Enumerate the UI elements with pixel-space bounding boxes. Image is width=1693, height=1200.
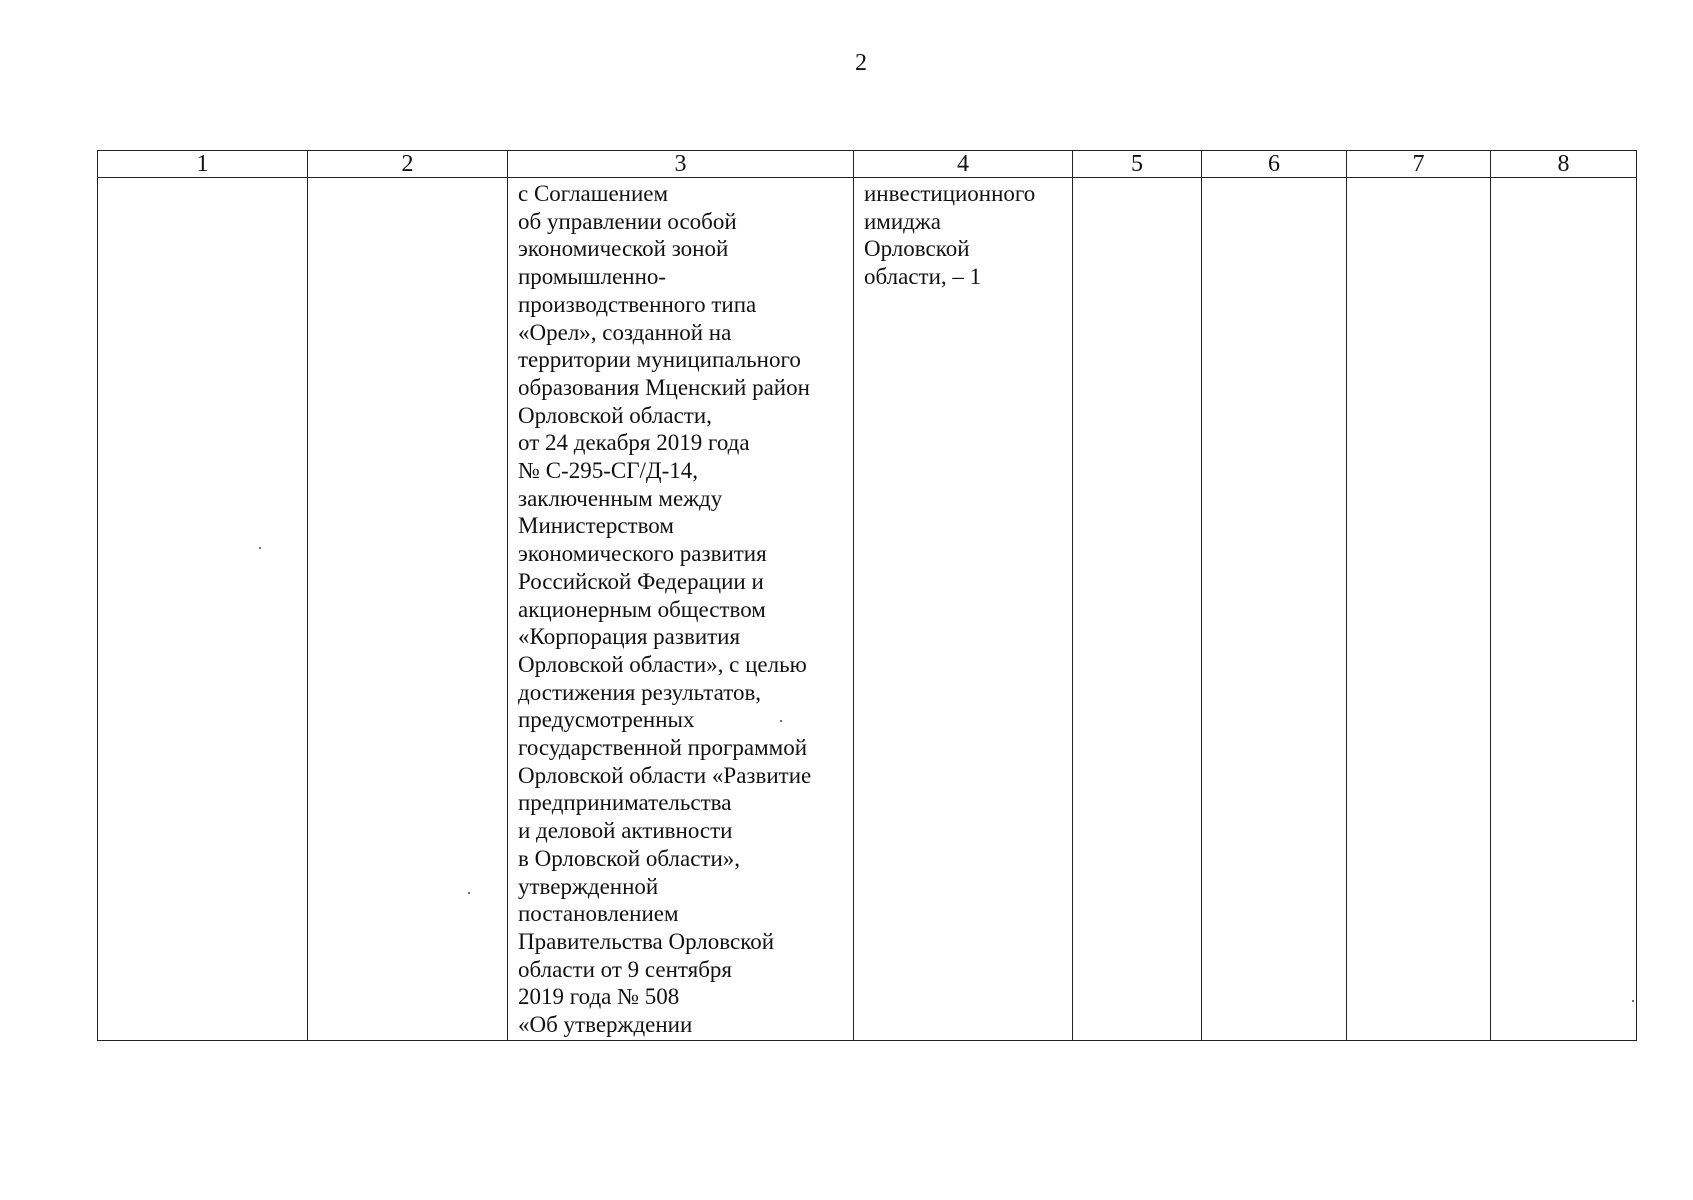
cell-text-col2 bbox=[308, 178, 507, 180]
column-header-1: 1 bbox=[98, 151, 308, 178]
table-cell-col1 bbox=[98, 178, 308, 1041]
column-header-3: 3 bbox=[508, 151, 854, 178]
table-cell-col2 bbox=[308, 178, 508, 1041]
scan-speck bbox=[468, 892, 470, 894]
cell-text-col5 bbox=[1073, 178, 1201, 180]
table-row bbox=[98, 178, 1637, 1041]
cell-text-col8 bbox=[1491, 178, 1636, 180]
page-number: 2 bbox=[855, 50, 867, 76]
scan-speck bbox=[259, 547, 261, 549]
header-row bbox=[98, 151, 1637, 178]
table-cell-col5 bbox=[1073, 178, 1202, 1041]
document-table bbox=[97, 150, 1637, 1041]
column-header-5: 5 bbox=[1073, 151, 1202, 178]
column-header-6: 6 bbox=[1202, 151, 1347, 178]
cell-text-col6 bbox=[1202, 178, 1346, 180]
table-cell-col4 bbox=[854, 178, 1073, 1041]
table-cell-col7 bbox=[1347, 178, 1491, 1041]
cell-text-col3: с Соглашением об управлении особой экономической зоной промышленно- производственного типа «Орел», созданной на территории муниципального образования Мценский район Орловской области, от 24 декабря 2019 года № С-295-СГ/Д-14, заключенным между Министерством экономического развития Российской Федерации и акционерным обществом «Корпорация развития Орловской области», с целью достижения результатов, предусмотренных государственной программой Орловской области «Развитие предпринимательства и деловой активности в Орловской области», утвержденной постановлением Правительства Орловской области от 9 сентября 2019 года № 508 «Об утверждении bbox=[518, 181, 812, 1038]
scan-speck bbox=[780, 720, 782, 722]
cell-text-col7 bbox=[1347, 178, 1490, 180]
table-cell-col3 bbox=[508, 178, 854, 1041]
cell-text-col4: инвестиционного имиджа Орловской области, – 1 bbox=[864, 181, 1036, 290]
column-header-7: 7 bbox=[1347, 151, 1491, 178]
cell-text-col1 bbox=[98, 178, 307, 180]
column-header-4: 4 bbox=[854, 151, 1073, 178]
table-cell-col8 bbox=[1491, 178, 1637, 1041]
column-header-2: 2 bbox=[308, 151, 508, 178]
column-header-8: 8 bbox=[1491, 151, 1637, 178]
table-cell-col6 bbox=[1202, 178, 1347, 1041]
scan-speck bbox=[1632, 1000, 1634, 1002]
